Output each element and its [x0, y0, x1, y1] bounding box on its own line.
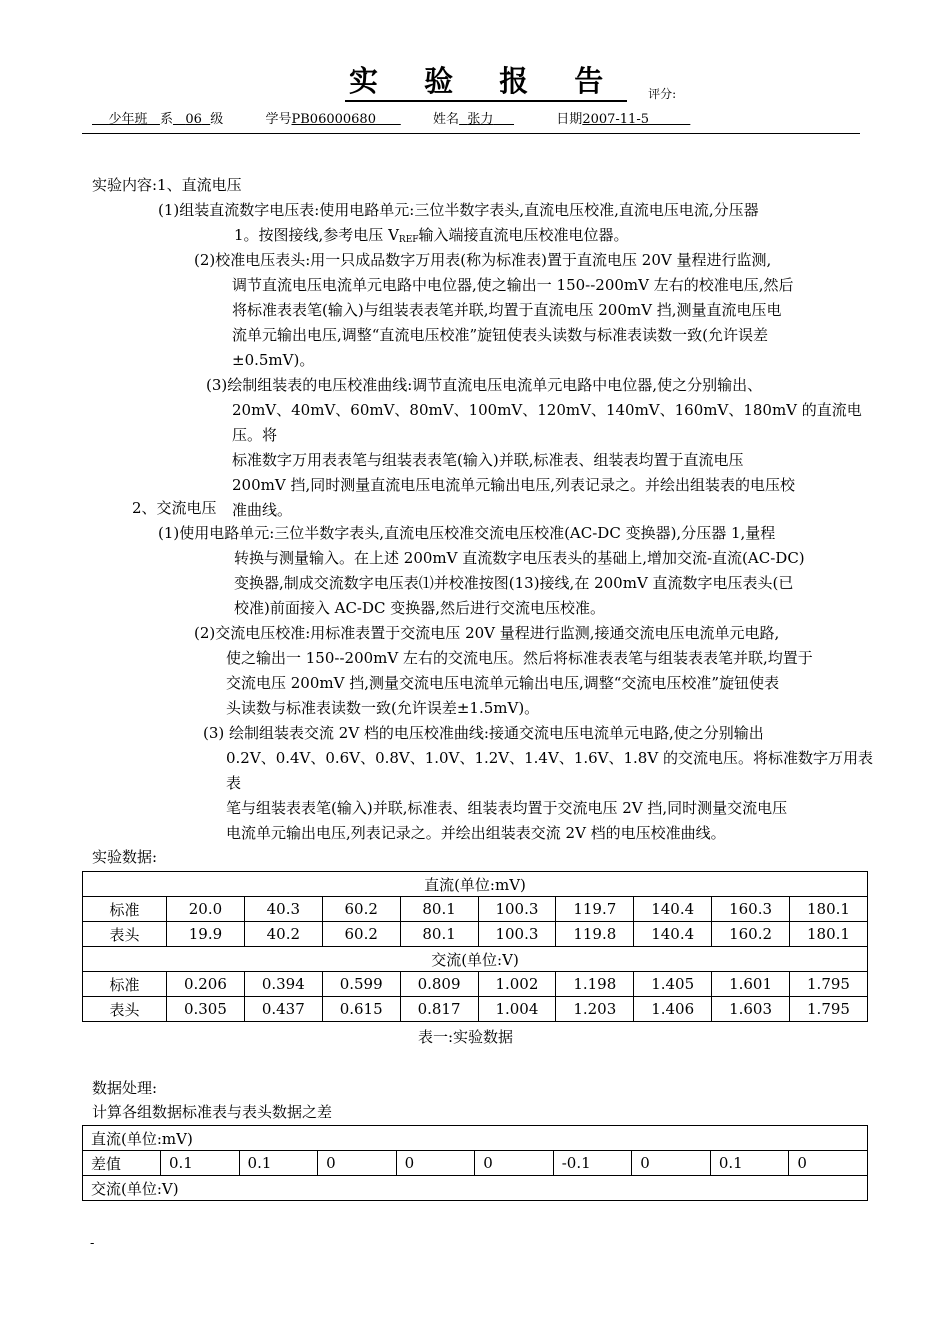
table-cell: 100.3 — [478, 922, 556, 947]
table-cell: 1.203 — [556, 997, 634, 1022]
ac-unit-header: 交流(单位:V) — [83, 947, 868, 972]
table-cell: 1.198 — [556, 972, 634, 997]
table-cell: 1.795 — [790, 997, 868, 1022]
table-row — [83, 897, 868, 922]
row-label-meter: 表头 — [83, 997, 167, 1022]
table-cell: 0.1 — [710, 1151, 789, 1176]
table-cell: 0 — [632, 1151, 711, 1176]
ac-item-1: (1)使用电路单元:三位半数字表头,直流电压校准交流电压校准(AC-DC 变换器),分压器 1,量程 转换与测量输入。在上述 200mV 直流数字电压表头的基础上,增加交流-直流(AC-DC) 变换器,制成交流数字电压表⑴并校准按图(13)接线,在 200mV 直流数字电压表头(已 校准)前面接入 AC-DC 变换器,然后进行交流电压校准。 — [158, 524, 805, 617]
table-cell: 0.1 — [239, 1151, 318, 1176]
table-row — [83, 1176, 868, 1201]
dc-item-3: (3)绘制组装表的电压校准曲线:调节直流电压电流单元电路中电位器,使之分别输出、 20mV、40mV、60mV、80mV、100mV、120mV、140mV、160mV、180mV 的直流电压。将 标准数字万用表表笔与组装表表笔(输入)并联,标准表、组装表均置于直流电压 200mV 挡,同时测量直流电压电流单元输出电压,列表记录之。并绘出组装表的电压校 准曲线。 — [206, 376, 862, 519]
dept-label: 系 — [159, 112, 173, 127]
table-cell: 0.437 — [244, 997, 322, 1022]
processing-label: 数据处理: — [92, 1079, 158, 1097]
table-cell: 0.817 — [400, 997, 478, 1022]
dc-unit-header: 直流(单位:mV) — [83, 872, 868, 897]
table-cell: 40.3 — [244, 897, 322, 922]
score-label: 评分: — [648, 87, 677, 101]
table-cell: 1.603 — [712, 997, 790, 1022]
table-caption: 表一:实验数据 — [418, 1028, 514, 1046]
ac-item-3: (3) 绘制组装表交流 2V 档的电压校准曲线:接通交流电压电流单元电路,使之分别输出 0.2V、0.4V、0.6V、0.8V、1.0V、1.2V、1.4V、1.6V、1.8V 的交流电压。将标准数字万用表表 笔与组装表表笔(输入)并联,标准表、组装表均置于交流电压 2V 挡,同时测量交流电压 电流单元输出电压,列表记录之。并绘出组装表交流 2V 档的电压校准曲线。 — [203, 724, 873, 842]
dc-item-1: (1)组装直流数字电压表:使用电路单元:三位半数字表头,直流电压校准,直流电压电流,分压器 1。按图接线,参考电压 $V_{REF}$输入端接直流电压校准电位器。 — [158, 201, 759, 245]
grade-label: 级 — [210, 112, 224, 127]
table-cell: 0 — [789, 1151, 868, 1176]
table-cell: 60.2 — [322, 897, 400, 922]
header-divider — [82, 133, 860, 134]
table-row — [83, 872, 868, 897]
table-cell: 180.1 — [790, 922, 868, 947]
ac-item-2: (2)交流电压校准:用标准表置于交流电压 20V 量程进行监测,接通交流电压电流单元电路, 使之输出一 150--200mV 左右的交流电压。然后将标准表表笔与组装表表笔并联,均置于 交流电压 200mV 挡,测量交流电压电流单元输出电压,调整“交流电压校准”旋钮使表 头读数与标准表读数一致(允许误差±1.5mV)。 — [194, 624, 813, 717]
table-row — [83, 947, 868, 972]
name-value: 张力 — [467, 112, 494, 127]
difference-table — [82, 1125, 868, 1201]
table-cell: 60.2 — [322, 922, 400, 947]
table-cell: 180.1 — [790, 897, 868, 922]
table-row — [83, 922, 868, 947]
table-cell: 160.2 — [712, 922, 790, 947]
table-cell: 140.4 — [634, 922, 712, 947]
student-id-label: 学号 — [265, 112, 292, 127]
table-cell: 0.809 — [400, 972, 478, 997]
table-cell: 0.1 — [161, 1151, 240, 1176]
table-cell: 1.601 — [712, 972, 790, 997]
table-cell: 160.3 — [712, 897, 790, 922]
table-cell: 119.8 — [556, 922, 634, 947]
report-title-block — [345, 62, 676, 102]
table-row — [83, 1126, 868, 1151]
table-cell: 1.406 — [634, 997, 712, 1022]
table-row — [83, 972, 868, 997]
table-cell: 1.405 — [634, 972, 712, 997]
name-label: 姓名 — [433, 112, 460, 127]
table-cell: 80.1 — [400, 897, 478, 922]
content-heading: 实验内容:1、直流电压 — [92, 176, 242, 194]
data-section-label: 实验数据: — [92, 848, 158, 866]
table-cell: 20.0 — [167, 897, 245, 922]
class-value: 少年班 — [108, 112, 148, 127]
dc-item-2: (2)校准电压表头:用一只成品数字万用表(称为标准表)置于直流电压 20V 量程进行监测, 调节直流电压电流单元电路中电位器,使之输出一 150--200mV 左右的校准电压,然后 将标准表表笔(输入)与组装表表笔并联,均置于直流电压 200mV 挡,测量直流电压电 流单元输出电压,调整“直流电压校准”旋钮使表头读数与标准表读数一致(允许误差 ±0.5mV)。 — [194, 251, 794, 369]
row-label-standard: 标准 — [83, 972, 167, 997]
processing-subtitle: 计算各组数据标准表与表头数据之差 — [92, 1103, 333, 1121]
table-row — [83, 1151, 868, 1176]
grade-value: 06 — [185, 112, 202, 127]
table-cell: -0.1 — [553, 1151, 632, 1176]
row-label-diff: 差值 — [83, 1151, 161, 1176]
report-title: 实 验 报 告 — [345, 62, 627, 102]
date-label: 日期 — [556, 112, 583, 127]
table-cell: 0.305 — [167, 997, 245, 1022]
table-cell: 119.7 — [556, 897, 634, 922]
table-cell: 0 — [475, 1151, 554, 1176]
table-cell: 1.002 — [478, 972, 556, 997]
student-info-line — [92, 110, 690, 130]
table-row — [83, 997, 868, 1022]
table-cell: 40.2 — [244, 922, 322, 947]
table-cell: 0.394 — [244, 972, 322, 997]
table-cell: 100.3 — [478, 897, 556, 922]
date-value: 2007-11-5 — [582, 112, 649, 127]
table-cell: 0.206 — [167, 972, 245, 997]
diff-dc-header: 直流(单位:mV) — [83, 1126, 868, 1151]
ac-heading: 2、交流电压 — [132, 499, 217, 517]
experiment-data-table — [82, 871, 868, 1022]
table-cell: 140.4 — [634, 897, 712, 922]
footer-mark: - — [90, 1236, 95, 1251]
table-cell: 1.004 — [478, 997, 556, 1022]
student-id-value: PB06000680 — [291, 112, 376, 127]
table-cell: 0.615 — [322, 997, 400, 1022]
diff-ac-header: 交流(单位:V) — [83, 1176, 868, 1201]
table-cell: 0.599 — [322, 972, 400, 997]
table-cell: 1.795 — [790, 972, 868, 997]
table-cell: 0 — [318, 1151, 397, 1176]
table-cell: 80.1 — [400, 922, 478, 947]
row-label-meter: 表头 — [83, 922, 167, 947]
table-cell: 0 — [396, 1151, 475, 1176]
row-label-standard: 标准 — [83, 897, 167, 922]
table-cell: 19.9 — [167, 922, 245, 947]
